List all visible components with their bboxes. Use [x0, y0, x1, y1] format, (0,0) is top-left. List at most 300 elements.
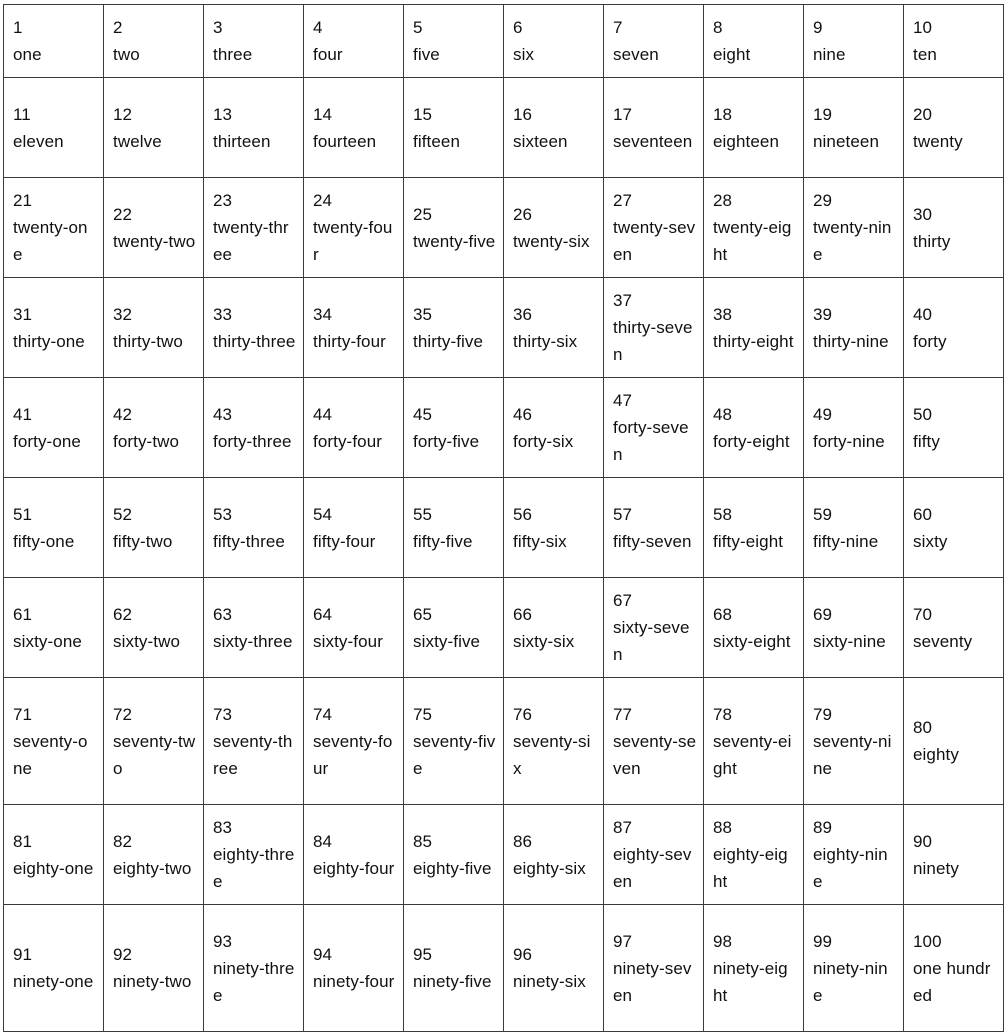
- cell-word: fifty-five: [413, 531, 473, 551]
- cell-number: 80: [913, 718, 933, 737]
- cell-word: eighty-eight: [713, 845, 788, 891]
- cell-number: 51: [13, 504, 33, 524]
- table-cell: [504, 678, 604, 805]
- table-cell: [204, 578, 304, 678]
- table-cell: [404, 178, 504, 278]
- cell-word: seventy-four: [313, 731, 393, 778]
- cell-word: eighty-one: [13, 858, 94, 878]
- table-cell: [104, 805, 204, 905]
- table-cell: [504, 378, 604, 478]
- cell-word: thirty-seven: [613, 318, 693, 364]
- cell-number: 64: [313, 604, 333, 624]
- cell-number: 13: [213, 104, 233, 124]
- table-cell: [4, 578, 104, 678]
- table-cell: [804, 5, 904, 78]
- table-cell: [604, 578, 704, 678]
- cell-number: 45: [413, 404, 433, 424]
- cell-number: 49: [813, 404, 833, 424]
- table-cell: [4, 178, 104, 278]
- cell-word: seventy-seven: [613, 731, 697, 778]
- cell-word: three: [213, 45, 253, 64]
- cell-word: sixty-six: [513, 631, 575, 651]
- cell-word: fifty-four: [313, 531, 376, 551]
- cell-word: twenty-five: [413, 231, 496, 251]
- cell-number: 77: [613, 704, 633, 724]
- table-cell: [504, 278, 604, 378]
- cell-word: five: [413, 45, 440, 64]
- cell-number: 72: [113, 704, 133, 724]
- table-cell: [304, 5, 404, 78]
- table-cell: [104, 5, 204, 78]
- table-cell: [304, 678, 404, 805]
- table-cell: [604, 805, 704, 905]
- table-row: [4, 5, 1004, 78]
- cell-number: 71: [13, 704, 33, 724]
- cell-word: sixty-two: [113, 631, 181, 651]
- cell-number: 78: [713, 704, 733, 724]
- cell-number: 69: [813, 604, 833, 624]
- cell-number: 88: [713, 818, 733, 837]
- table-cell: [704, 378, 804, 478]
- cell-number: 10: [913, 18, 933, 37]
- table-cell: [604, 278, 704, 378]
- table-cell: [304, 578, 404, 678]
- cell-word: forty-six: [513, 431, 574, 451]
- table-cell: [4, 478, 104, 578]
- cell-word: twenty-four: [313, 218, 393, 264]
- table-cell: [404, 378, 504, 478]
- cell-word: sixty-four: [313, 631, 383, 651]
- cell-number: 79: [813, 704, 833, 724]
- table-cell: [704, 278, 804, 378]
- cell-number: 20: [913, 104, 933, 124]
- table-cell: [604, 78, 704, 178]
- table-cell: [104, 278, 204, 378]
- cell-word: ninety-three: [213, 958, 295, 1005]
- cell-number: 5: [413, 18, 423, 37]
- cell-number: 34: [313, 304, 333, 324]
- table-cell: [404, 905, 504, 1032]
- cell-number: 19: [813, 104, 833, 124]
- cell-number: 37: [613, 291, 633, 310]
- table-cell: [604, 478, 704, 578]
- number-words-table: [3, 4, 1004, 1032]
- cell-number: 99: [813, 931, 833, 951]
- table-cell: [904, 578, 1004, 678]
- cell-word: twenty-one: [13, 218, 88, 264]
- cell-word: eleven: [13, 131, 64, 151]
- cell-word: eighty: [913, 745, 959, 764]
- table-cell: [904, 278, 1004, 378]
- table-cell: [204, 378, 304, 478]
- cell-number: 9: [813, 18, 823, 37]
- cell-word: fifty-eight: [713, 531, 784, 551]
- cell-word: eighty-two: [113, 858, 192, 878]
- cell-word: seventy: [913, 631, 973, 651]
- cell-number: 27: [613, 191, 633, 210]
- cell-word: one: [13, 45, 42, 64]
- table-cell: [804, 278, 904, 378]
- table-cell: [4, 805, 104, 905]
- cell-number: 98: [713, 931, 733, 951]
- cell-word: seventeen: [613, 131, 693, 151]
- cell-number: 85: [413, 831, 433, 851]
- cell-number: 39: [813, 304, 833, 324]
- cell-word: fifty-two: [113, 531, 173, 551]
- cell-word: thirty-six: [513, 331, 578, 351]
- cell-number: 26: [513, 204, 533, 224]
- cell-word: ninety-four: [313, 972, 395, 991]
- cell-number: 24: [313, 191, 333, 210]
- table-cell: [504, 178, 604, 278]
- table-cell: [404, 678, 504, 805]
- table-cell: [804, 578, 904, 678]
- cell-number: 74: [313, 704, 333, 724]
- table-cell: [304, 478, 404, 578]
- cell-word: seventy-one: [13, 731, 88, 778]
- cell-number: 56: [513, 504, 533, 524]
- cell-word: fifty-three: [213, 531, 285, 551]
- table-cell: [204, 905, 304, 1032]
- table-body: [4, 5, 1004, 1032]
- cell-number: 25: [413, 204, 433, 224]
- cell-number: 52: [113, 504, 133, 524]
- table-cell: [304, 78, 404, 178]
- table-cell: [904, 478, 1004, 578]
- table-cell: [304, 278, 404, 378]
- table-cell: [904, 805, 1004, 905]
- cell-number: 97: [613, 931, 633, 951]
- cell-word: eighty-nine: [813, 845, 888, 891]
- table-cell: [804, 378, 904, 478]
- cell-number: 75: [413, 704, 433, 724]
- cell-word: thirty-two: [113, 331, 183, 351]
- table-row: [4, 578, 1004, 678]
- cell-word: fourteen: [313, 131, 377, 151]
- cell-number: 93: [213, 931, 233, 951]
- table-cell: [804, 805, 904, 905]
- table-cell: [204, 805, 304, 905]
- cell-number: 68: [713, 604, 733, 624]
- table-cell: [204, 178, 304, 278]
- cell-number: 12: [113, 104, 133, 124]
- table-row: [4, 278, 1004, 378]
- cell-number: 54: [313, 504, 333, 524]
- cell-word: two: [113, 45, 140, 64]
- table-cell: [504, 78, 604, 178]
- cell-word: fifty-seven: [613, 531, 692, 551]
- cell-number: 47: [613, 391, 633, 410]
- table-cell: [704, 678, 804, 805]
- cell-number: 86: [513, 831, 533, 851]
- cell-word: ninety-nine: [813, 958, 888, 1005]
- table-row: [4, 805, 1004, 905]
- cell-number: 57: [613, 504, 633, 524]
- table-cell: [204, 478, 304, 578]
- table-cell: [804, 678, 904, 805]
- cell-word: nine: [813, 45, 846, 64]
- cell-word: eighty-four: [313, 858, 395, 878]
- cell-number: 15: [413, 104, 433, 124]
- table-cell: [704, 805, 804, 905]
- cell-word: nineteen: [813, 131, 880, 151]
- table-cell: [704, 5, 804, 78]
- cell-word: thirty-nine: [813, 331, 889, 351]
- cell-word: twenty-two: [113, 231, 196, 251]
- table-row: [4, 478, 1004, 578]
- cell-number: 3: [213, 18, 223, 37]
- table-cell: [904, 78, 1004, 178]
- cell-word: eighty-three: [213, 845, 295, 891]
- table-cell: [104, 78, 204, 178]
- cell-number: 89: [813, 818, 833, 837]
- cell-number: 50: [913, 404, 933, 424]
- cell-word: twenty-six: [513, 231, 590, 251]
- table-cell: [204, 678, 304, 805]
- cell-word: eighty-seven: [613, 845, 692, 891]
- table-cell: [604, 5, 704, 78]
- table-row: [4, 378, 1004, 478]
- cell-number: 4: [313, 18, 323, 37]
- cell-number: 76: [513, 704, 533, 724]
- cell-number: 55: [413, 504, 433, 524]
- table-cell: [404, 278, 504, 378]
- cell-number: 65: [413, 604, 433, 624]
- cell-number: 59: [813, 504, 833, 524]
- cell-word: thirty: [913, 231, 951, 251]
- cell-word: seventy-five: [413, 731, 496, 778]
- cell-number: 17: [613, 104, 633, 124]
- table-cell: [704, 78, 804, 178]
- cell-word: eighty-five: [413, 858, 492, 878]
- table-cell: [304, 178, 404, 278]
- table-cell: [704, 178, 804, 278]
- table-cell: [304, 378, 404, 478]
- table-cell: [804, 178, 904, 278]
- cell-word: thirty-eight: [713, 331, 794, 351]
- cell-word: forty-eight: [713, 431, 790, 451]
- cell-word: forty-nine: [813, 431, 885, 451]
- table-row: [4, 678, 1004, 805]
- table-cell: [904, 678, 1004, 805]
- table-cell: [204, 78, 304, 178]
- table-cell: [4, 278, 104, 378]
- cell-word: seventy-nine: [813, 731, 892, 778]
- cell-number: 11: [13, 104, 31, 124]
- cell-word: eight: [713, 45, 751, 64]
- cell-word: ninety-five: [413, 972, 492, 991]
- cell-word: thirty-five: [413, 331, 484, 351]
- table-cell: [404, 578, 504, 678]
- cell-word: one hundred: [913, 958, 991, 1005]
- table-cell: [704, 578, 804, 678]
- cell-word: forty-seven: [613, 418, 689, 464]
- cell-number: 21: [13, 191, 33, 210]
- cell-word: seventy-six: [513, 731, 591, 778]
- table-cell: [704, 905, 804, 1032]
- table-cell: [104, 478, 204, 578]
- cell-word: ninety-six: [513, 972, 586, 991]
- table-cell: [404, 78, 504, 178]
- cell-word: ten: [913, 45, 937, 64]
- cell-word: thirty-three: [213, 331, 296, 351]
- cell-word: fifty-one: [13, 531, 75, 551]
- cell-number: 92: [113, 945, 133, 964]
- cell-number: 67: [613, 591, 633, 610]
- cell-number: 44: [313, 404, 333, 424]
- cell-number: 46: [513, 404, 533, 424]
- cell-number: 32: [113, 304, 133, 324]
- cell-word: fifty-nine: [813, 531, 879, 551]
- cell-number: 61: [13, 604, 33, 624]
- cell-word: six: [513, 45, 535, 64]
- cell-number: 23: [213, 191, 233, 210]
- cell-word: forty: [913, 331, 947, 351]
- cell-word: sixty-one: [13, 631, 82, 651]
- cell-word: twenty-nine: [813, 218, 892, 264]
- cell-word: seventy-two: [113, 731, 196, 778]
- cell-number: 87: [613, 818, 633, 837]
- cell-number: 83: [213, 818, 233, 837]
- table-cell: [104, 905, 204, 1032]
- cell-number: 2: [113, 18, 123, 37]
- cell-word: forty-five: [413, 431, 480, 451]
- cell-word: seven: [613, 45, 659, 64]
- cell-number: 70: [913, 604, 933, 624]
- table-cell: [504, 905, 604, 1032]
- cell-number: 60: [913, 504, 933, 524]
- cell-word: eighteen: [713, 131, 780, 151]
- cell-number: 41: [13, 404, 33, 424]
- cell-number: 38: [713, 304, 733, 324]
- cell-number: 53: [213, 504, 233, 524]
- table-cell: [804, 78, 904, 178]
- cell-word: sixteen: [513, 131, 568, 151]
- table-cell: [4, 378, 104, 478]
- cell-word: ninety: [913, 858, 959, 878]
- cell-word: seventy-three: [213, 731, 293, 778]
- cell-word: sixty-nine: [813, 631, 886, 651]
- cell-number: 30: [913, 204, 933, 224]
- cell-number: 100: [913, 931, 942, 951]
- cell-number: 40: [913, 304, 933, 324]
- cell-number: 58: [713, 504, 733, 524]
- cell-number: 82: [113, 831, 133, 851]
- cell-number: 31: [13, 304, 33, 324]
- cell-word: thirty-four: [313, 331, 386, 351]
- cell-word: fifty: [913, 431, 940, 451]
- cell-number: 35: [413, 304, 433, 324]
- table-row: [4, 905, 1004, 1032]
- cell-word: sixty-eight: [713, 631, 791, 651]
- cell-word: fifteen: [413, 131, 461, 151]
- table-cell: [104, 378, 204, 478]
- cell-number: 73: [213, 704, 233, 724]
- cell-word: eighty-six: [513, 858, 586, 878]
- table-cell: [904, 5, 1004, 78]
- cell-number: 18: [713, 104, 733, 124]
- cell-word: forty-two: [113, 431, 180, 451]
- cell-word: ninety-two: [113, 972, 192, 991]
- cell-number: 91: [13, 945, 33, 964]
- cell-word: twenty-three: [213, 218, 289, 264]
- table-cell: [304, 805, 404, 905]
- table-cell: [804, 478, 904, 578]
- cell-number: 66: [513, 604, 533, 624]
- cell-number: 42: [113, 404, 133, 424]
- cell-word: twenty-eight: [713, 218, 792, 264]
- cell-number: 36: [513, 304, 533, 324]
- table-cell: [904, 178, 1004, 278]
- cell-word: four: [313, 45, 343, 64]
- table-cell: [404, 478, 504, 578]
- cell-number: 95: [413, 945, 433, 964]
- table-cell: [804, 905, 904, 1032]
- cell-word: thirteen: [213, 131, 271, 151]
- table-cell: [504, 478, 604, 578]
- cell-number: 16: [513, 104, 533, 124]
- table-cell: [104, 178, 204, 278]
- cell-word: twenty-seven: [613, 218, 696, 264]
- cell-number: 63: [213, 604, 233, 624]
- cell-word: sixty-three: [213, 631, 293, 651]
- table-cell: [104, 678, 204, 805]
- table-row: [4, 178, 1004, 278]
- cell-number: 96: [513, 945, 533, 964]
- table-row: [4, 78, 1004, 178]
- table-cell: [4, 5, 104, 78]
- cell-word: twenty: [913, 131, 963, 151]
- cell-word: thirty-one: [13, 331, 85, 351]
- cell-word: ninety-one: [13, 972, 94, 991]
- table-cell: [504, 5, 604, 78]
- table-cell: [504, 805, 604, 905]
- table-cell: [604, 905, 704, 1032]
- cell-word: sixty-seven: [613, 618, 690, 664]
- cell-number: 7: [613, 18, 623, 37]
- table-cell: [604, 678, 704, 805]
- cell-word: forty-three: [213, 431, 292, 451]
- table-cell: [204, 5, 304, 78]
- table-cell: [504, 578, 604, 678]
- table-cell: [4, 905, 104, 1032]
- cell-word: fifty-six: [513, 531, 567, 551]
- cell-number: 28: [713, 191, 733, 210]
- cell-word: twelve: [113, 131, 162, 151]
- cell-number: 90: [913, 831, 933, 851]
- table-cell: [904, 378, 1004, 478]
- table-cell: [304, 905, 404, 1032]
- cell-word: ninety-seven: [613, 958, 692, 1005]
- cell-number: 6: [513, 18, 523, 37]
- table-cell: [404, 5, 504, 78]
- cell-number: 81: [13, 831, 33, 851]
- cell-number: 14: [313, 104, 333, 124]
- table-cell: [4, 78, 104, 178]
- cell-word: ninety-eight: [713, 958, 788, 1005]
- cell-number: 48: [713, 404, 733, 424]
- cell-word: forty-four: [313, 431, 383, 451]
- table-cell: [204, 278, 304, 378]
- cell-word: forty-one: [13, 431, 81, 451]
- table-cell: [604, 378, 704, 478]
- table-cell: [404, 805, 504, 905]
- cell-number: 84: [313, 831, 333, 851]
- cell-number: 8: [713, 18, 723, 37]
- cell-word: sixty: [913, 531, 948, 551]
- table-cell: [904, 905, 1004, 1032]
- cell-word: sixty-five: [413, 631, 481, 651]
